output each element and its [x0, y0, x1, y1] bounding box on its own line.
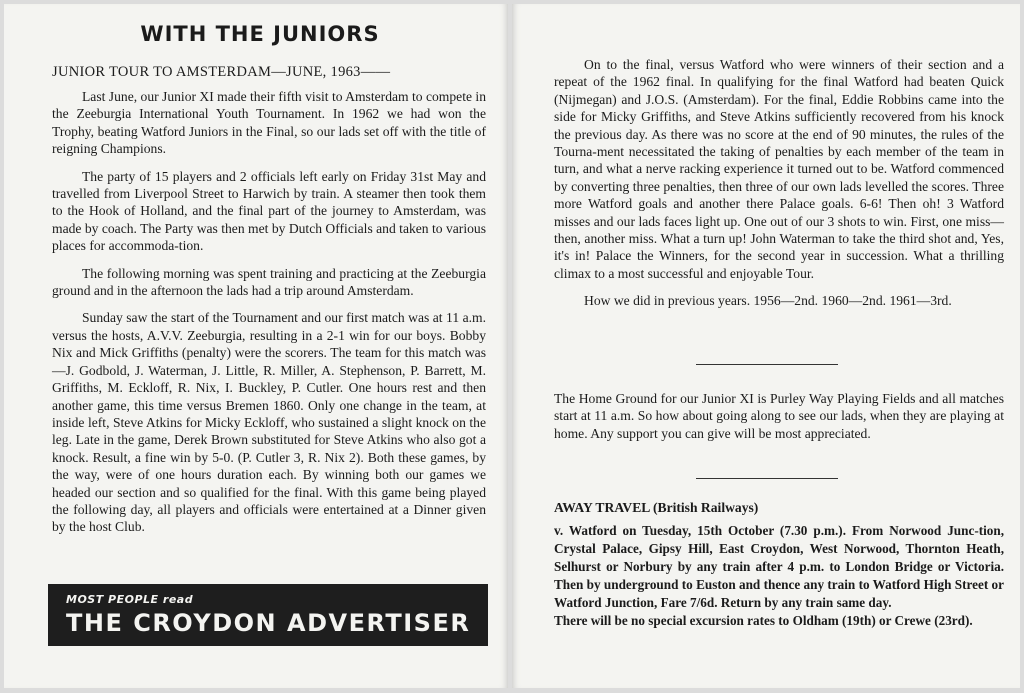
paragraph: Last June, our Junior XI made their fifth visit to Amsterdam to compete in the Zeeburgia International Youth Tournament. In 1962 we had won the Trophy, beating Watford Juniors in the Final, so our lads set off with the title of reigning Champions. — [52, 89, 486, 157]
paragraph: The party of 15 players and 2 officials left early on Friday 31st May and travelled from Liverpool Street to Harwich by train. A steamer then took them to the Hook of Holland, and the final part of the journey to Amsterdam, was made by coach. The Party was then met by Dutch Officials and taken to various places for accommoda-tion. — [52, 168, 486, 254]
page-title: WITH THE JUNIORS — [140, 22, 380, 46]
croydon-advertiser-banner — [48, 584, 488, 646]
home-ground-notice: The Home Ground for our Junior XI is Purley Way Playing Fields and all matches start at 11 a.m. So how about going along to see our lads, when they are playing at home. Any support you can give will be most appreciated. — [554, 391, 1004, 441]
paragraph: On to the final, versus Watford who were winners of their section and a repeat of the 1962 final. In qualifying for the final Watford had beaten Quick (Nijmegan) and J.O.S. (Amsterdam). For the final, Eddie Robbins came into the side for Micky Griffiths, and Steve Atkins sufficiently recovered from his knock the previous day. As there was no score at the end of 90 minutes, the rules of the Tourna-ment necessitated the taking of penalties by each member of the team in turn, and what a nerve racking experience it turned out to be. Watford commenced by converting three penalties, then three of our own lads levelled the scores. Three more Watford goals and another there Palace goals. 6-6! Then oh! 3 Watford misses and our lads faces light up. One out of our 3 shots to win. First, one miss—then, another miss. What a turn up! John Waterman to take the third shot and, Yes, it's in! Palace the Winners, for the second year in succession. What a thrilling climax to a most successful and enjoyable Tour. — [554, 57, 1004, 281]
tour-subheading: JUNIOR TOUR TO AMSTERDAM—JUNE, 1963—— — [52, 64, 391, 80]
away-travel-details — [554, 522, 1004, 630]
away-travel-heading: AWAY TRAVEL (British Railways) — [554, 500, 759, 515]
paragraph: How we did in previous years. 1956—2nd. 1960—2nd. 1961—3rd. — [584, 293, 952, 309]
left-column-text — [52, 88, 486, 546]
travel-line: There will be no special excursion rates to Oldham (19th) or Crewe (23rd). — [554, 613, 973, 628]
advert-tagline: MOST PEOPLE read — [66, 593, 194, 606]
section-divider — [696, 478, 838, 479]
right-page-content — [512, 4, 1020, 688]
travel-line: v. Watford on Tuesday, 15th October (7.30 p.m.). From Norwood Junc-tion, Crystal Palace, Gipsy Hill, East Croydon, West Norwood, Thornton Heath, Selhurst or Norbury by any train after 4 p.m. to London Bridge or Victoria. Then by underground to Euston and thence any train to Watford High Street or Watford Junction, Fare 7/6d. Return by any train same day. — [554, 523, 1004, 610]
paragraph: The following morning was spent training and practicing at the Zeeburgia ground and in the afternoon the lads had a trip around Amsterdam. — [52, 265, 486, 299]
paragraph: Sunday saw the start of the Tournament and our first match was at 11 a.m. versus the hosts, A.V.V. Zeeburgia, resulting in a 2-1 win for our boys. Bobby Nix and Mick Griffiths (penalty) were the scorers. The team for this match was—J. Godbold, J. Waterman, J. Little, R. Miller, A. Stephenson, P. Barrett, M. Griffiths, M. Eckloff, R. Nix, I. Buckley, P. Cutler. One hours rest and then another game, this time versus Bremen 1860. Only one change in the team, at inside left, Steve Atkins for Micky Eckloff, who sustained a slight knock on the leg. Late in the game, Derek Brown substituted for Steve Atkins who also got a knock. Result, a fine win by 5-0. (P. Cutler 3, R. Nix 2). Both these games, by the way, were of one hours duration each. By winning both our games we headed our section and so qualified for the final. With this game being played the following day, all players and officials were entertained at a Dinner given by the host Club. — [52, 310, 486, 535]
section-divider — [696, 364, 838, 365]
right-column-text — [554, 56, 1004, 320]
advert-title: THE CROYDON ADVERTISER — [66, 609, 471, 637]
